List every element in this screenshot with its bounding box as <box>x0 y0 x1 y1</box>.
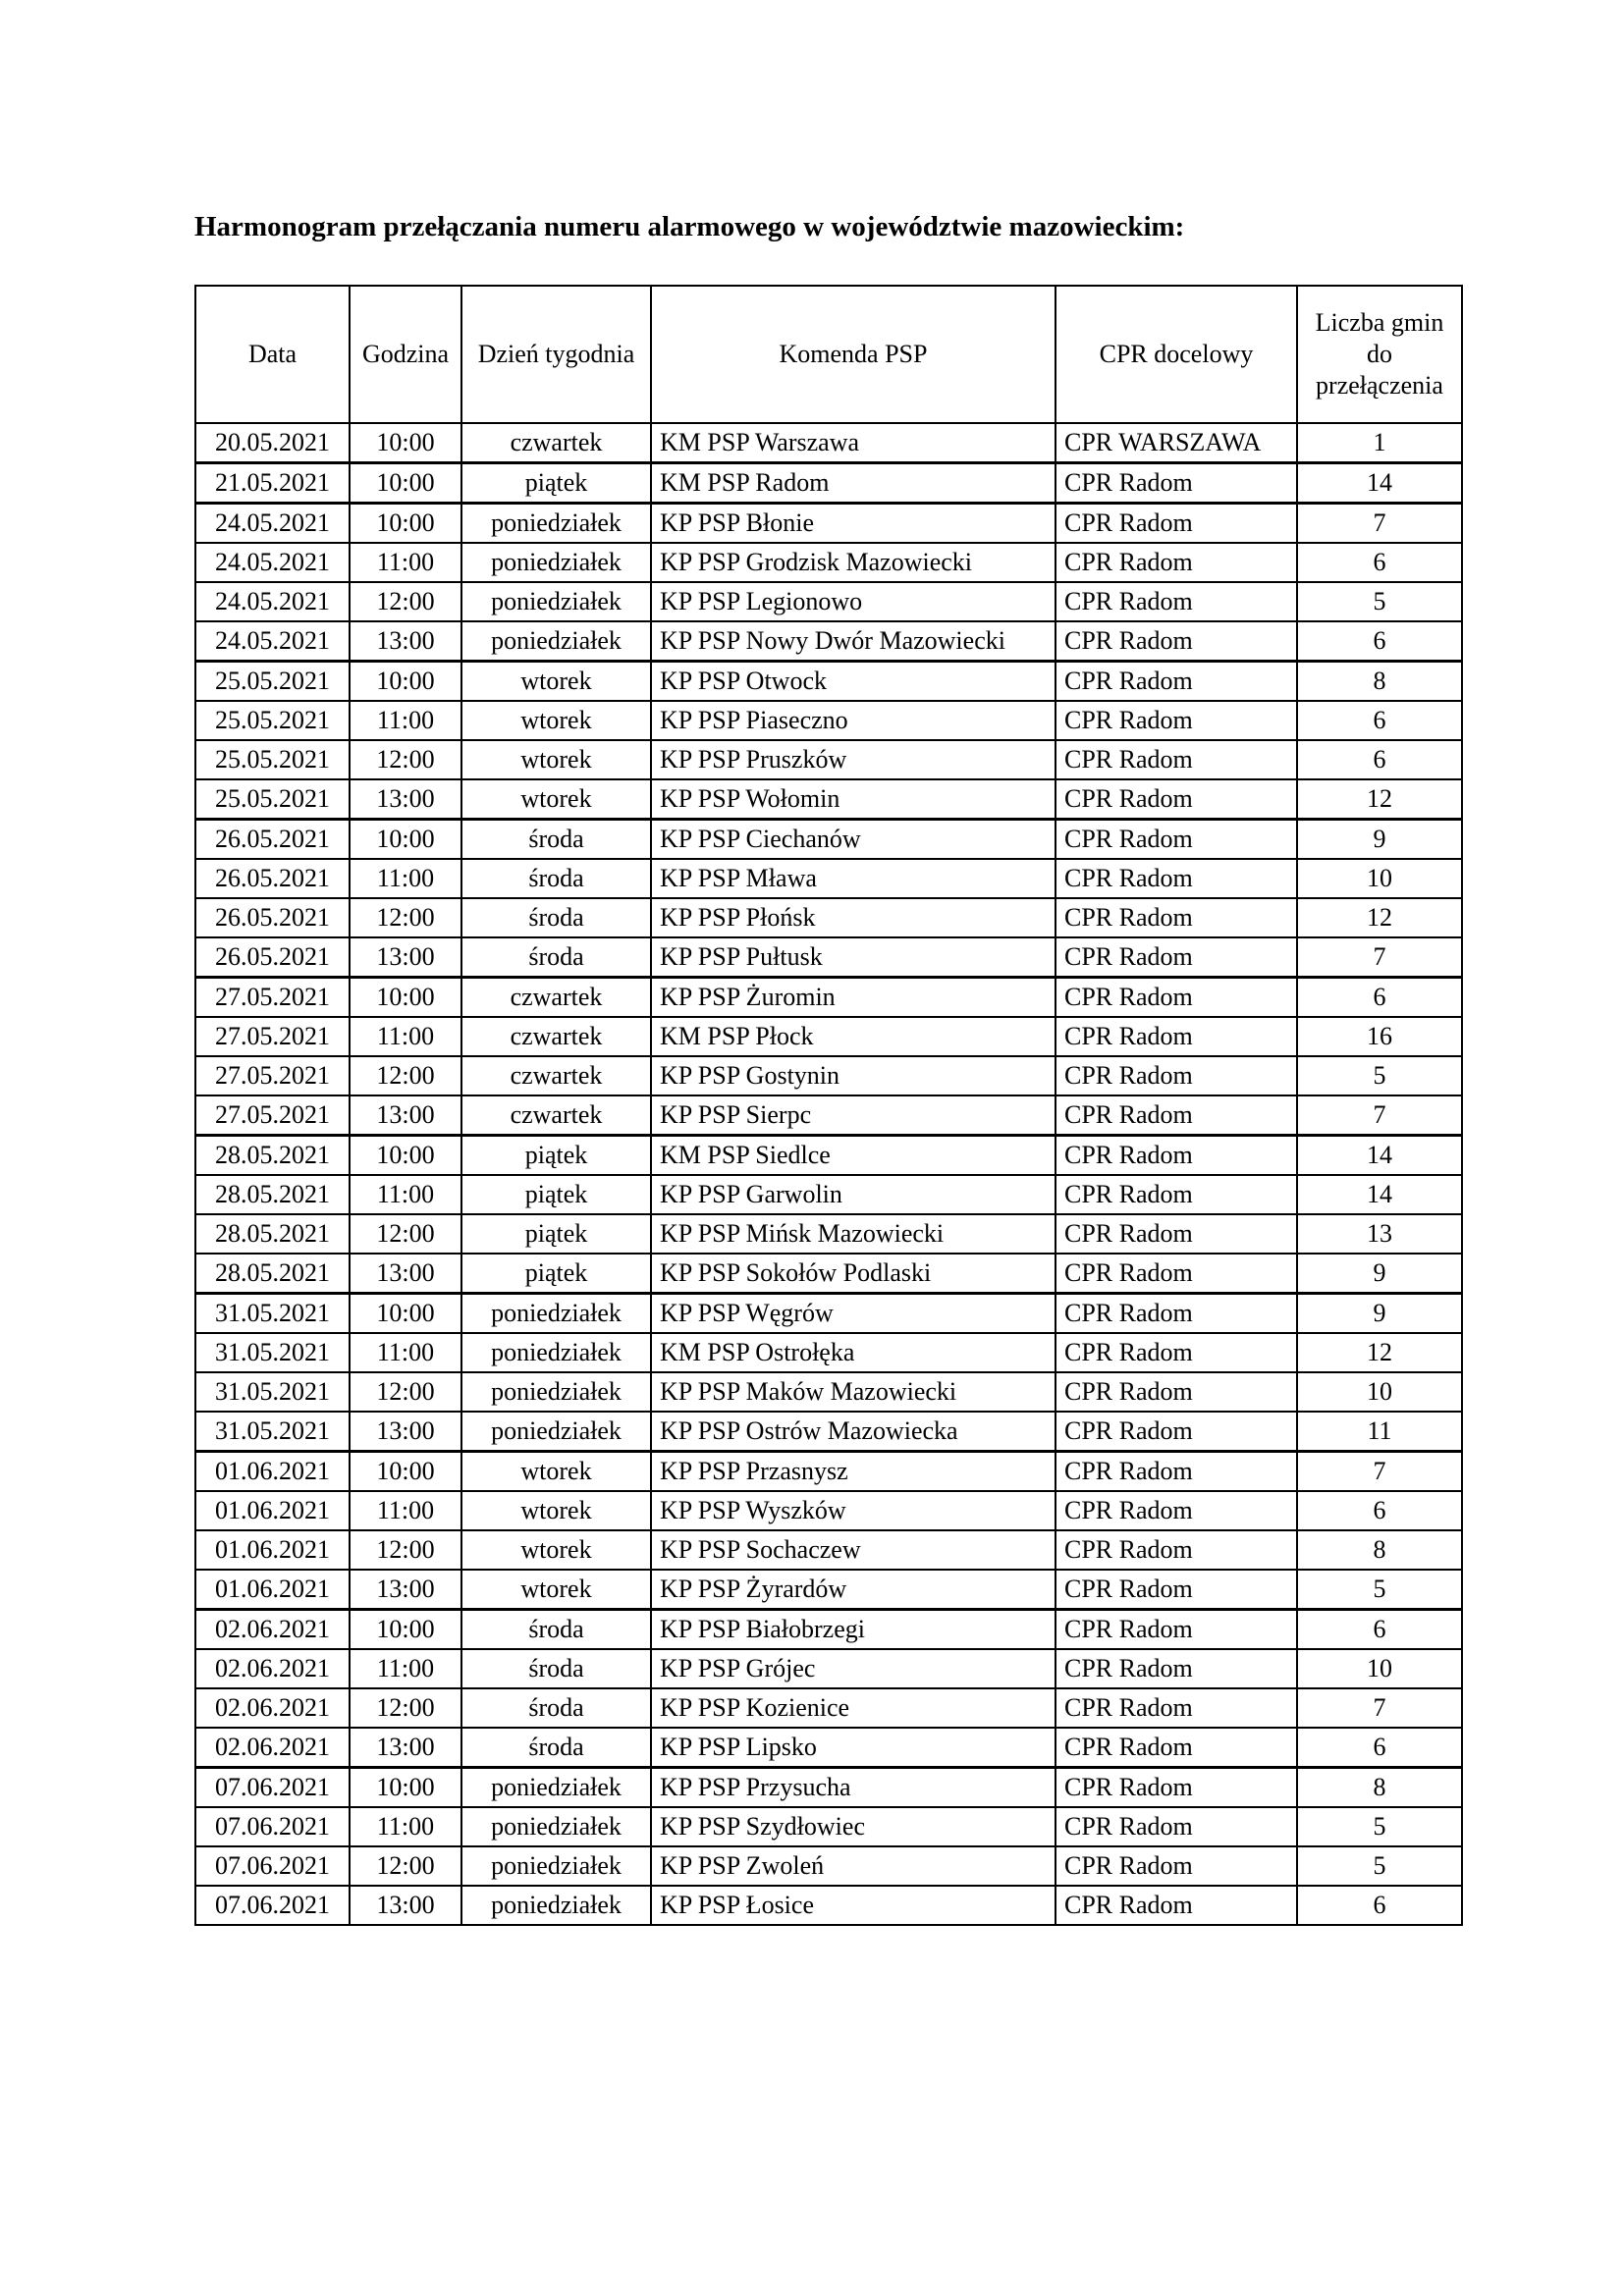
cell-target-cpr: CPR Radom <box>1056 621 1297 662</box>
cell-weekday: wtorek <box>461 1570 651 1610</box>
cell-hour: 12:00 <box>350 1214 461 1254</box>
cell-target-cpr: CPR Radom <box>1056 582 1297 621</box>
cell-target-cpr: CPR Radom <box>1056 1530 1297 1570</box>
cell-hour: 10:00 <box>350 1610 461 1650</box>
cell-hour: 11:00 <box>350 1175 461 1214</box>
cell-count: 7 <box>1297 937 1462 978</box>
cell-weekday: poniedziałek <box>461 1807 651 1846</box>
cell-command: KP PSP Piaseczno <box>651 701 1056 740</box>
table-row <box>195 1412 1462 1452</box>
cell-date: 31.05.2021 <box>195 1294 350 1334</box>
schedule-table <box>194 285 1463 1926</box>
cell-date: 24.05.2021 <box>195 504 350 544</box>
cell-target-cpr: CPR Radom <box>1056 1610 1297 1650</box>
cell-date: 07.06.2021 <box>195 1768 350 1808</box>
cell-command: KP PSP Maków Mazowiecki <box>651 1372 1056 1412</box>
cell-hour: 11:00 <box>350 1807 461 1846</box>
header-date: Data <box>195 286 350 423</box>
cell-weekday: czwartek <box>461 1056 651 1095</box>
header-municipality-count: Liczba gmin do przełączenia <box>1297 286 1462 423</box>
cell-count: 10 <box>1297 1649 1462 1688</box>
header-command: Komenda PSP <box>651 286 1056 423</box>
cell-count: 6 <box>1297 543 1462 582</box>
cell-count: 9 <box>1297 820 1462 860</box>
cell-count: 5 <box>1297 1570 1462 1610</box>
cell-command: KP PSP Przysucha <box>651 1768 1056 1808</box>
cell-command: KP PSP Legionowo <box>651 582 1056 621</box>
cell-weekday: poniedziałek <box>461 621 651 662</box>
cell-weekday: czwartek <box>461 423 651 463</box>
cell-hour: 10:00 <box>350 463 461 504</box>
table-row <box>195 621 1462 662</box>
cell-hour: 11:00 <box>350 1333 461 1372</box>
cell-weekday: środa <box>461 1610 651 1650</box>
cell-target-cpr: CPR Radom <box>1056 463 1297 504</box>
cell-weekday: wtorek <box>461 740 651 779</box>
cell-target-cpr: CPR Radom <box>1056 1254 1297 1294</box>
cell-target-cpr: CPR Radom <box>1056 1649 1297 1688</box>
cell-date: 07.06.2021 <box>195 1807 350 1846</box>
table-row <box>195 1768 1462 1808</box>
cell-command: KP PSP Wyszków <box>651 1491 1056 1530</box>
table-row <box>195 1214 1462 1254</box>
cell-count: 6 <box>1297 1610 1462 1650</box>
cell-weekday: poniedziałek <box>461 1412 651 1452</box>
cell-hour: 12:00 <box>350 740 461 779</box>
cell-count: 6 <box>1297 1728 1462 1768</box>
header-weekday: Dzień tygodnia <box>461 286 651 423</box>
cell-date: 26.05.2021 <box>195 937 350 978</box>
cell-date: 27.05.2021 <box>195 1056 350 1095</box>
cell-command: KP PSP Mińsk Mazowiecki <box>651 1214 1056 1254</box>
cell-command: KP PSP Zwoleń <box>651 1846 1056 1886</box>
cell-target-cpr: CPR Radom <box>1056 1294 1297 1334</box>
cell-target-cpr: CPR Radom <box>1056 937 1297 978</box>
header-hour: Godzina <box>350 286 461 423</box>
cell-command: KP PSP Garwolin <box>651 1175 1056 1214</box>
cell-command: KP PSP Grójec <box>651 1649 1056 1688</box>
cell-hour: 13:00 <box>350 1886 461 1925</box>
cell-target-cpr: CPR Radom <box>1056 1570 1297 1610</box>
cell-weekday: poniedziałek <box>461 1294 651 1334</box>
cell-date: 01.06.2021 <box>195 1491 350 1530</box>
cell-hour: 13:00 <box>350 1095 461 1136</box>
cell-command: KP PSP Węgrów <box>651 1294 1056 1334</box>
cell-date: 01.06.2021 <box>195 1570 350 1610</box>
cell-target-cpr: CPR Radom <box>1056 1056 1297 1095</box>
cell-target-cpr: CPR Radom <box>1056 779 1297 820</box>
cell-target-cpr: CPR Radom <box>1056 1214 1297 1254</box>
cell-date: 26.05.2021 <box>195 820 350 860</box>
cell-command: KP PSP Płońsk <box>651 898 1056 937</box>
cell-weekday: wtorek <box>461 701 651 740</box>
cell-date: 20.05.2021 <box>195 423 350 463</box>
cell-date: 25.05.2021 <box>195 740 350 779</box>
table-row <box>195 1649 1462 1688</box>
cell-command: KP PSP Kozienice <box>651 1688 1056 1728</box>
cell-date: 02.06.2021 <box>195 1649 350 1688</box>
cell-hour: 10:00 <box>350 423 461 463</box>
cell-date: 25.05.2021 <box>195 779 350 820</box>
cell-hour: 12:00 <box>350 1372 461 1412</box>
cell-weekday: środa <box>461 859 651 898</box>
cell-target-cpr: CPR Radom <box>1056 1491 1297 1530</box>
cell-command: KP PSP Sochaczew <box>651 1530 1056 1570</box>
cell-count: 6 <box>1297 978 1462 1018</box>
cell-count: 8 <box>1297 1530 1462 1570</box>
cell-hour: 13:00 <box>350 779 461 820</box>
cell-command: KM PSP Ostrołęka <box>651 1333 1056 1372</box>
cell-count: 6 <box>1297 740 1462 779</box>
cell-target-cpr: CPR Radom <box>1056 543 1297 582</box>
cell-command: KP PSP Żyrardów <box>651 1570 1056 1610</box>
cell-hour: 12:00 <box>350 1530 461 1570</box>
cell-target-cpr: CPR Radom <box>1056 1728 1297 1768</box>
cell-date: 26.05.2021 <box>195 898 350 937</box>
cell-count: 8 <box>1297 1768 1462 1808</box>
cell-command: KP PSP Białobrzegi <box>651 1610 1056 1650</box>
cell-hour: 13:00 <box>350 937 461 978</box>
cell-count: 12 <box>1297 779 1462 820</box>
table-row <box>195 582 1462 621</box>
cell-date: 24.05.2021 <box>195 543 350 582</box>
cell-command: KP PSP Grodzisk Mazowiecki <box>651 543 1056 582</box>
cell-count: 5 <box>1297 582 1462 621</box>
cell-weekday: piątek <box>461 1175 651 1214</box>
cell-target-cpr: CPR Radom <box>1056 820 1297 860</box>
cell-target-cpr: CPR Radom <box>1056 1412 1297 1452</box>
cell-hour: 11:00 <box>350 1017 461 1056</box>
cell-hour: 13:00 <box>350 1728 461 1768</box>
cell-date: 31.05.2021 <box>195 1412 350 1452</box>
cell-date: 28.05.2021 <box>195 1136 350 1176</box>
cell-weekday: poniedziałek <box>461 504 651 544</box>
cell-target-cpr: CPR Radom <box>1056 1333 1297 1372</box>
cell-count: 9 <box>1297 1254 1462 1294</box>
cell-target-cpr: CPR Radom <box>1056 1017 1297 1056</box>
cell-command: KM PSP Siedlce <box>651 1136 1056 1176</box>
cell-command: KP PSP Gostynin <box>651 1056 1056 1095</box>
table-row <box>195 859 1462 898</box>
cell-command: KP PSP Pruszków <box>651 740 1056 779</box>
table-row <box>195 1175 1462 1214</box>
cell-count: 6 <box>1297 701 1462 740</box>
table-row <box>195 1886 1462 1925</box>
cell-target-cpr: CPR Radom <box>1056 1768 1297 1808</box>
cell-date: 27.05.2021 <box>195 1017 350 1056</box>
table-row <box>195 779 1462 820</box>
cell-count: 7 <box>1297 1452 1462 1492</box>
cell-count: 12 <box>1297 1333 1462 1372</box>
cell-count: 10 <box>1297 1372 1462 1412</box>
cell-weekday: poniedziałek <box>461 1333 651 1372</box>
document-title: Harmonogram przełączania numeru alarmowego w województwie mazowieckim: <box>194 211 1185 242</box>
cell-weekday: piątek <box>461 1254 651 1294</box>
table-row <box>195 978 1462 1018</box>
cell-date: 28.05.2021 <box>195 1214 350 1254</box>
cell-weekday: wtorek <box>461 1452 651 1492</box>
cell-target-cpr: CPR Radom <box>1056 1175 1297 1214</box>
cell-weekday: środa <box>461 937 651 978</box>
cell-date: 01.06.2021 <box>195 1530 350 1570</box>
table-row <box>195 1530 1462 1570</box>
cell-hour: 10:00 <box>350 504 461 544</box>
cell-hour: 12:00 <box>350 898 461 937</box>
cell-weekday: czwartek <box>461 978 651 1018</box>
table-row <box>195 1728 1462 1768</box>
cell-date: 01.06.2021 <box>195 1452 350 1492</box>
cell-weekday: poniedziałek <box>461 582 651 621</box>
cell-target-cpr: CPR WARSZAWA <box>1056 423 1297 463</box>
cell-hour: 11:00 <box>350 859 461 898</box>
cell-date: 26.05.2021 <box>195 859 350 898</box>
table-row <box>195 701 1462 740</box>
table-row <box>195 423 1462 463</box>
cell-weekday: wtorek <box>461 662 651 702</box>
table-row <box>195 1846 1462 1886</box>
schedule-body <box>195 423 1462 1925</box>
cell-command: KP PSP Pułtusk <box>651 937 1056 978</box>
cell-target-cpr: CPR Radom <box>1056 1372 1297 1412</box>
cell-date: 27.05.2021 <box>195 978 350 1018</box>
cell-target-cpr: CPR Radom <box>1056 1688 1297 1728</box>
cell-count: 9 <box>1297 1294 1462 1334</box>
cell-date: 31.05.2021 <box>195 1372 350 1412</box>
cell-hour: 10:00 <box>350 1294 461 1334</box>
cell-command: KM PSP Płock <box>651 1017 1056 1056</box>
cell-count: 6 <box>1297 1491 1462 1530</box>
cell-date: 02.06.2021 <box>195 1610 350 1650</box>
table-row <box>195 1491 1462 1530</box>
cell-date: 28.05.2021 <box>195 1254 350 1294</box>
cell-hour: 13:00 <box>350 1570 461 1610</box>
cell-hour: 12:00 <box>350 1688 461 1728</box>
table-row <box>195 463 1462 504</box>
cell-hour: 10:00 <box>350 662 461 702</box>
cell-weekday: czwartek <box>461 1095 651 1136</box>
table-row <box>195 898 1462 937</box>
cell-target-cpr: CPR Radom <box>1056 978 1297 1018</box>
cell-date: 07.06.2021 <box>195 1886 350 1925</box>
cell-weekday: piątek <box>461 463 651 504</box>
table-row <box>195 1372 1462 1412</box>
cell-command: KP PSP Sokołów Podlaski <box>651 1254 1056 1294</box>
table-row <box>195 1294 1462 1334</box>
cell-command: KP PSP Ciechanów <box>651 820 1056 860</box>
cell-count: 5 <box>1297 1846 1462 1886</box>
cell-count: 13 <box>1297 1214 1462 1254</box>
cell-date: 31.05.2021 <box>195 1333 350 1372</box>
cell-weekday: piątek <box>461 1136 651 1176</box>
table-row <box>195 504 1462 544</box>
cell-target-cpr: CPR Radom <box>1056 1452 1297 1492</box>
cell-hour: 13:00 <box>350 621 461 662</box>
table-row <box>195 820 1462 860</box>
cell-weekday: wtorek <box>461 1530 651 1570</box>
cell-command: KP PSP Mława <box>651 859 1056 898</box>
cell-hour: 10:00 <box>350 1452 461 1492</box>
cell-date: 24.05.2021 <box>195 582 350 621</box>
cell-count: 12 <box>1297 898 1462 937</box>
table-row <box>195 1570 1462 1610</box>
table-row <box>195 1688 1462 1728</box>
cell-command: KP PSP Lipsko <box>651 1728 1056 1768</box>
cell-command: KP PSP Wołomin <box>651 779 1056 820</box>
cell-target-cpr: CPR Radom <box>1056 701 1297 740</box>
cell-command: KP PSP Żuromin <box>651 978 1056 1018</box>
cell-target-cpr: CPR Radom <box>1056 504 1297 544</box>
cell-command: KM PSP Warszawa <box>651 423 1056 463</box>
cell-hour: 12:00 <box>350 1056 461 1095</box>
table-row <box>195 937 1462 978</box>
cell-count: 14 <box>1297 1175 1462 1214</box>
cell-weekday: poniedziałek <box>461 1886 651 1925</box>
cell-command: KP PSP Nowy Dwór Mazowiecki <box>651 621 1056 662</box>
cell-command: KM PSP Radom <box>651 463 1056 504</box>
cell-count: 11 <box>1297 1412 1462 1452</box>
cell-weekday: wtorek <box>461 1491 651 1530</box>
cell-weekday: poniedziałek <box>461 543 651 582</box>
cell-weekday: środa <box>461 1688 651 1728</box>
cell-hour: 11:00 <box>350 701 461 740</box>
cell-command: KP PSP Szydłowiec <box>651 1807 1056 1846</box>
header-target-cpr: CPR docelowy <box>1056 286 1297 423</box>
cell-hour: 13:00 <box>350 1254 461 1294</box>
cell-date: 28.05.2021 <box>195 1175 350 1214</box>
cell-command: KP PSP Łosice <box>651 1886 1056 1925</box>
cell-weekday: czwartek <box>461 1017 651 1056</box>
cell-count: 10 <box>1297 859 1462 898</box>
cell-hour: 10:00 <box>350 1136 461 1176</box>
cell-count: 7 <box>1297 1688 1462 1728</box>
cell-count: 14 <box>1297 1136 1462 1176</box>
cell-count: 6 <box>1297 621 1462 662</box>
table-row <box>195 1452 1462 1492</box>
table-row <box>195 1095 1462 1136</box>
table-row <box>195 1610 1462 1650</box>
cell-date: 25.05.2021 <box>195 662 350 702</box>
cell-hour: 12:00 <box>350 582 461 621</box>
cell-weekday: poniedziałek <box>461 1846 651 1886</box>
cell-count: 5 <box>1297 1807 1462 1846</box>
cell-hour: 10:00 <box>350 978 461 1018</box>
cell-target-cpr: CPR Radom <box>1056 859 1297 898</box>
cell-weekday: środa <box>461 898 651 937</box>
cell-count: 1 <box>1297 423 1462 463</box>
cell-count: 8 <box>1297 662 1462 702</box>
cell-count: 14 <box>1297 463 1462 504</box>
cell-hour: 11:00 <box>350 543 461 582</box>
cell-hour: 10:00 <box>350 820 461 860</box>
cell-command: KP PSP Błonie <box>651 504 1056 544</box>
cell-count: 16 <box>1297 1017 1462 1056</box>
cell-command: KP PSP Sierpc <box>651 1095 1056 1136</box>
cell-target-cpr: CPR Radom <box>1056 1807 1297 1846</box>
table-row <box>195 543 1462 582</box>
table-row <box>195 1056 1462 1095</box>
cell-weekday: poniedziałek <box>461 1372 651 1412</box>
cell-date: 21.05.2021 <box>195 463 350 504</box>
cell-hour: 11:00 <box>350 1649 461 1688</box>
cell-target-cpr: CPR Radom <box>1056 1136 1297 1176</box>
cell-hour: 11:00 <box>350 1491 461 1530</box>
cell-weekday: środa <box>461 1728 651 1768</box>
cell-date: 07.06.2021 <box>195 1846 350 1886</box>
table-row <box>195 1136 1462 1176</box>
cell-count: 5 <box>1297 1056 1462 1095</box>
cell-count: 7 <box>1297 1095 1462 1136</box>
cell-target-cpr: CPR Radom <box>1056 898 1297 937</box>
cell-date: 24.05.2021 <box>195 621 350 662</box>
cell-target-cpr: CPR Radom <box>1056 1095 1297 1136</box>
cell-command: KP PSP Przasnysz <box>651 1452 1056 1492</box>
cell-weekday: piątek <box>461 1214 651 1254</box>
cell-hour: 13:00 <box>350 1412 461 1452</box>
cell-weekday: wtorek <box>461 779 651 820</box>
cell-weekday: środa <box>461 820 651 860</box>
cell-command: KP PSP Otwock <box>651 662 1056 702</box>
cell-target-cpr: CPR Radom <box>1056 1846 1297 1886</box>
cell-hour: 12:00 <box>350 1846 461 1886</box>
table-row <box>195 1254 1462 1294</box>
cell-hour: 10:00 <box>350 1768 461 1808</box>
table-row <box>195 1807 1462 1846</box>
table-row <box>195 740 1462 779</box>
cell-date: 27.05.2021 <box>195 1095 350 1136</box>
cell-date: 02.06.2021 <box>195 1728 350 1768</box>
cell-count: 6 <box>1297 1886 1462 1925</box>
cell-count: 7 <box>1297 504 1462 544</box>
cell-weekday: poniedziałek <box>461 1768 651 1808</box>
cell-target-cpr: CPR Radom <box>1056 740 1297 779</box>
table-row <box>195 1017 1462 1056</box>
table-row <box>195 662 1462 702</box>
cell-command: KP PSP Ostrów Mazowiecka <box>651 1412 1056 1452</box>
cell-date: 02.06.2021 <box>195 1688 350 1728</box>
cell-date: 25.05.2021 <box>195 701 350 740</box>
table-row <box>195 1333 1462 1372</box>
cell-target-cpr: CPR Radom <box>1056 1886 1297 1925</box>
cell-target-cpr: CPR Radom <box>1056 662 1297 702</box>
header-row <box>195 286 1462 423</box>
cell-weekday: środa <box>461 1649 651 1688</box>
